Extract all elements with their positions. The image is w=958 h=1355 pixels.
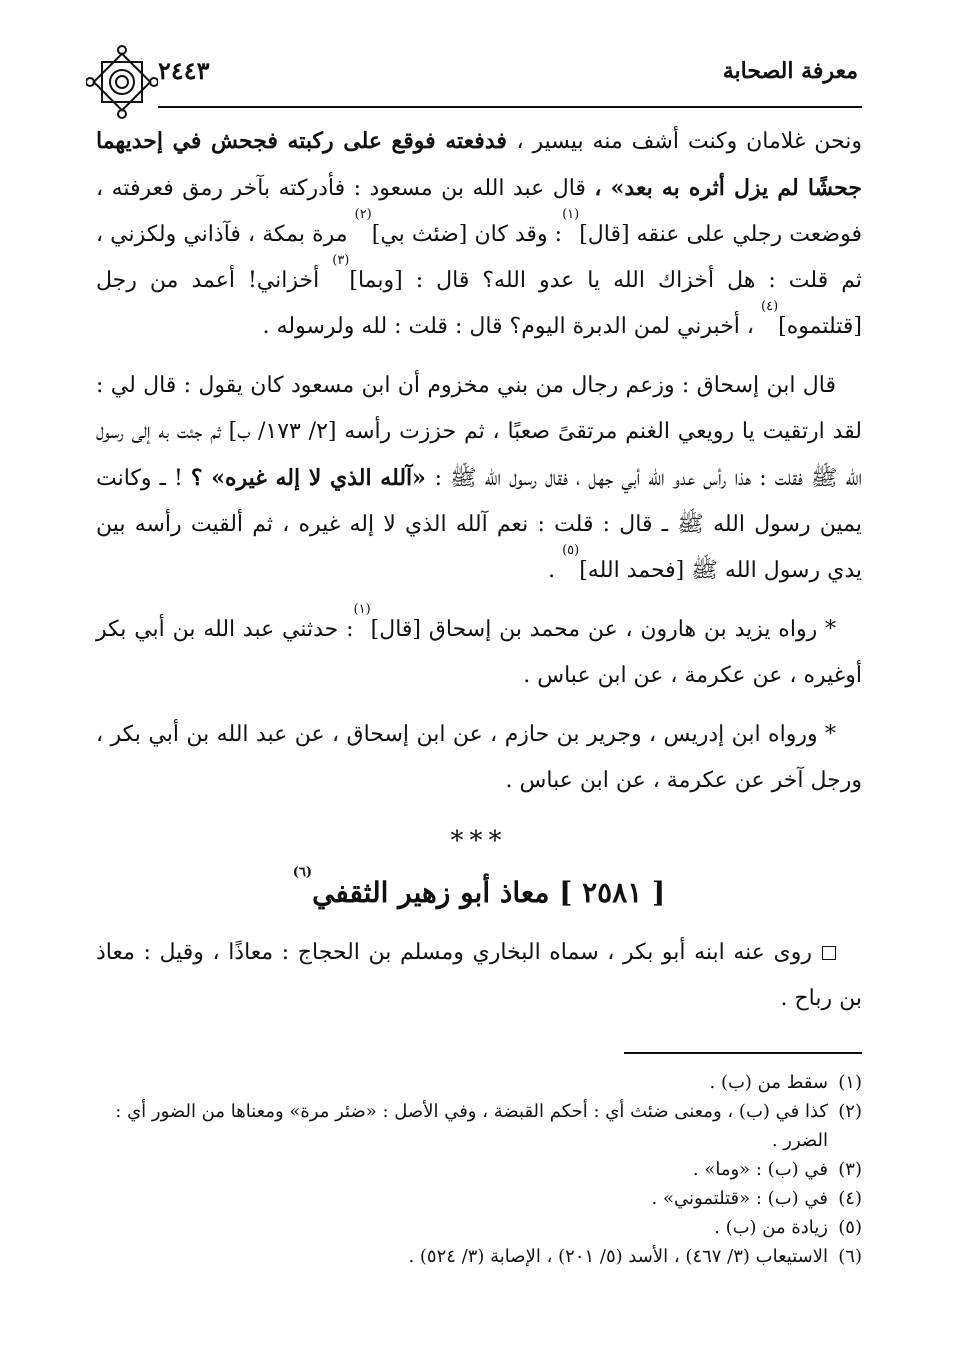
p2-text-3: ! ـ وكانت يمين رسول الله ﷺ ـ قال : قلت : نعم آلله الذي لا إله غيره ، ثم ألقيت رأسه بين يدي رسول الله ﷺ [فحمد الله] xyxy=(96,466,862,583)
footnote-ref: (٥) xyxy=(562,543,580,558)
footnote-text: كذا في (ب) ، ومعنى ضئث أي : أحكم القبضة ، وفي الأصل : «ضئر مرة» ومعناها من الضور أي : الضرر . xyxy=(115,1101,828,1151)
separator-stars: *** xyxy=(450,826,508,856)
p1-text-4: : وقد كان [ضئث بي] xyxy=(371,222,563,247)
footnote-text: زيادة من (ب) . xyxy=(714,1217,828,1238)
paragraph-3 xyxy=(96,602,862,699)
footnote-number: (٣) xyxy=(838,1159,862,1180)
footnote-ref: (٣) xyxy=(332,253,350,268)
footnote-item xyxy=(96,1213,862,1242)
footnote-ref: (١) xyxy=(353,602,371,617)
p2-text-4: . xyxy=(548,558,563,583)
ornament-icon xyxy=(86,44,158,120)
p1-text-7: ، أخبرني لمن الدبرة اليوم؟ قال : قلت : لله ولرسوله . xyxy=(262,314,761,339)
main-text xyxy=(96,118,862,1035)
footnotes xyxy=(96,1068,862,1271)
footnote-item xyxy=(96,1184,862,1213)
footnote-ref: (٦) xyxy=(292,865,312,880)
p1-text-5: مرة بمكة ، فآذاني ولكزني ، ثم قلت : هل أخزاك الله يا عدو الله؟ قال : [وبما] xyxy=(96,222,862,293)
footnote-ref: (٤) xyxy=(761,299,779,314)
p3-text-1: * رواه يزيد بن هارون ، عن محمد بن إسحاق [قال] xyxy=(370,617,836,642)
p1-text-6: أخزاني! أعمد من رجل [قتلتموه] xyxy=(96,268,862,339)
footnote-number: (٢) xyxy=(838,1101,862,1122)
paragraph-5 xyxy=(96,930,862,1022)
footnote-item xyxy=(96,1242,862,1271)
footnote-item xyxy=(96,1068,862,1097)
footnote-number: (٤) xyxy=(838,1188,862,1209)
footnote-number: (١) xyxy=(838,1072,862,1093)
running-title: معرفة الصحابة xyxy=(722,58,858,84)
paragraph-2 xyxy=(96,363,862,594)
p5-text-1: روى عنه ابنه أبو بكر ، سماه البخاري ومسلم بن الحجاج : معاذًا ، وقيل : معاذ بن رباح . xyxy=(96,940,862,1011)
page-number: ٢٤٤٣ xyxy=(158,56,210,85)
footnote-text: في (ب) : «قتلتموني» . xyxy=(651,1188,828,1209)
p3-text-2: : حدثني عبد الله بن أبي بكر أوغيره ، عن عكرمة ، عن ابن عباس . xyxy=(96,617,862,688)
entry-title xyxy=(96,865,862,916)
footnote-text: سقط من (ب) . xyxy=(709,1072,828,1093)
p2-text-1: قال ابن إسحاق : وزعم رجال من بني مخزوم أن ابن مسعود كان يقول : قال لي : لقد ارتقيت يا رويعي الغنم مرتقىً صعبًا ، ثم حززت رأسه [٢/ ١٧٣/ ب] ثم جئت به إلى رسول الله ﷺ فقلت : هذا رأس عدو الله أبي جهل ، فقال رسول الله ﷺ : xyxy=(96,373,862,491)
footnote-ref: (١) xyxy=(562,207,580,222)
footnote-item xyxy=(96,1097,862,1155)
footnote-item xyxy=(96,1155,862,1184)
p4-text-1: * ورواه ابن إدريس ، وجرير بن حازم ، عن ابن إسحاق ، عن عبد الله بن أبي بكر ، ورجل آخر عن عكرمة ، عن ابن عباس . xyxy=(96,722,862,793)
footnote-number: (٥) xyxy=(838,1217,862,1238)
footnote-text: الاستيعاب (٣/ ٤٦٧) ، الأسد (٥/ ٢٠١) ، الإصابة (٣/ ٥٢٤) . xyxy=(408,1246,828,1267)
entry-title-text: [ ٢٥٨١ ] معاذ أبو زهير الثقفي xyxy=(311,876,666,909)
footnote-number: (٦) xyxy=(838,1246,862,1267)
paragraph-4 xyxy=(96,712,862,804)
p1-text-3: قال عبد الله بن مسعود : فأدركته بآخر رمق فعرفته ، فوضعت رجلي على عنقه [قال] xyxy=(96,176,862,247)
header-rule xyxy=(158,106,862,108)
footnote-rule xyxy=(624,1052,862,1054)
paragraph-1 xyxy=(96,118,862,350)
footnote-text: في (ب) : «وما» . xyxy=(692,1159,828,1180)
square-bullet-icon xyxy=(822,946,836,960)
p2-bold-text: «آلله الذي لا إله غيره» ؟ xyxy=(190,465,435,491)
p1-bold-text: فدفعته فوقع على ركبته فجحش في إحديهما جحشًا لم يزل أثره به بعد» ، xyxy=(96,128,862,201)
footnote-ref: (٢) xyxy=(354,207,372,222)
p1-text-1: ونحن غلامان وكنت أشف منه بيسير ، xyxy=(516,129,862,154)
